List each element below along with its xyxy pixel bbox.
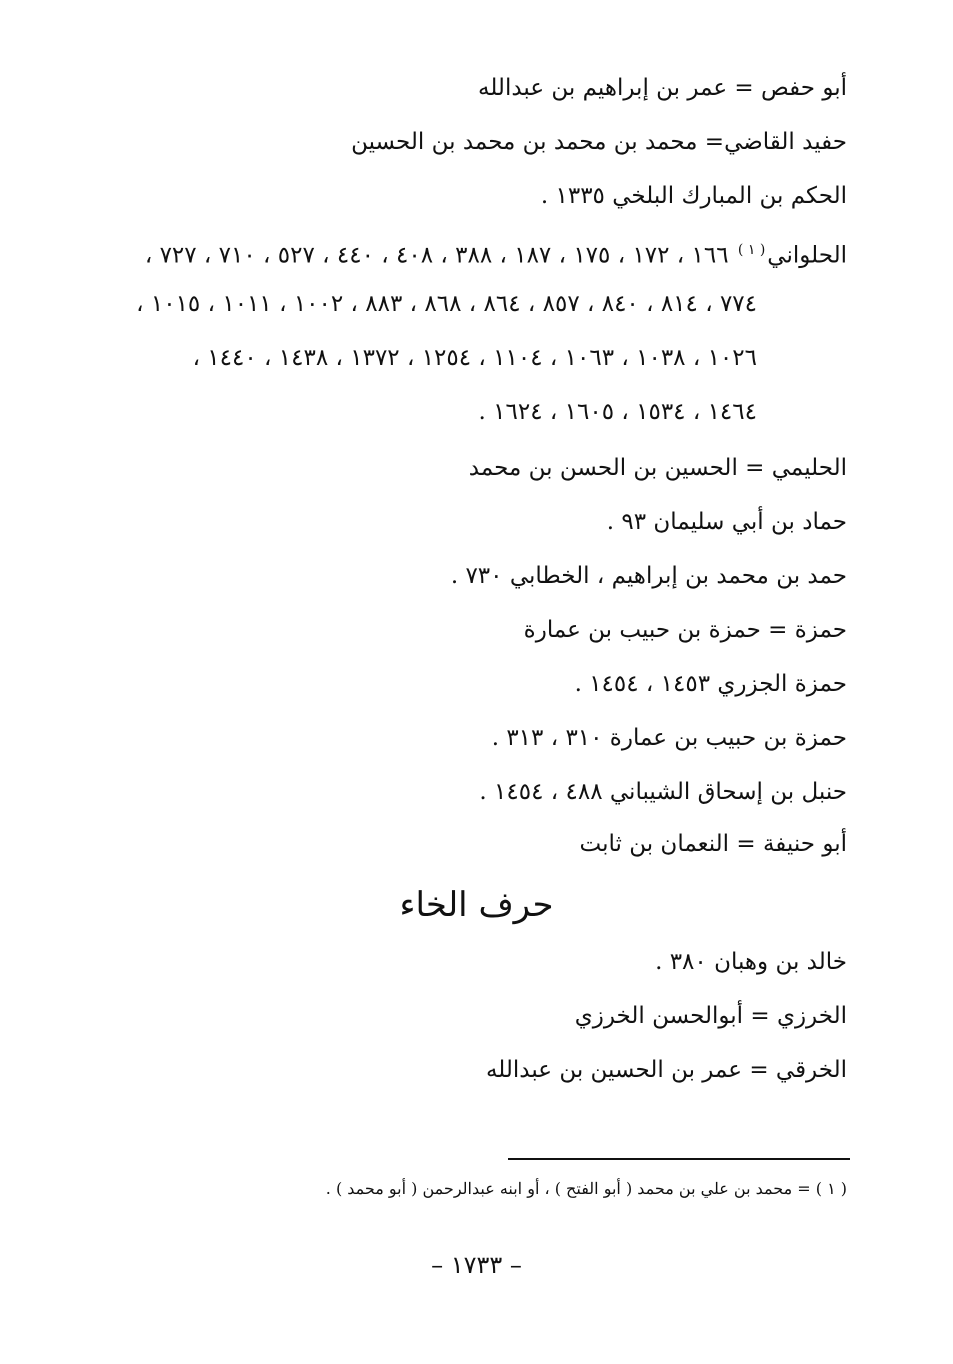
index-entry-hanbal: حنبل بن إسحاق الشيباني ٤٨٨ ، ١٤٥٤ . [479,779,847,805]
footnote-separator [508,1158,850,1160]
index-entry-abu-hanifa: أبو حنيفة = النعمان بن ثابت [579,831,847,857]
index-entry-continuation: ١٠٢٦ ، ١٠٣٨ ، ١٠٦٣ ، ١١٠٤ ، ١٢٥٤ ، ١٣٧٢ ، ١٤٣٨ ، ١٤٤٠ ، [192,345,757,371]
index-entry-hamd: حمد بن محمد بن إبراهيم ، الخطابي ٧٣٠ . [450,563,847,589]
index-entry-al-halwani [100,234,847,272]
index-entry-khalid: خالد بن وهبان ٣٨٠ . [655,949,847,975]
index-entry-hamza-al-jazari: حمزة الجزري ١٤٥٣ ، ١٤٥٤ . [574,671,847,697]
index-entry-al-halimi: الحليمي = الحسين بن الحسن بن محمد [468,455,847,481]
index-entry-hafid-al-qadi: حفيد القاضي= محمد بن محمد بن محمد بن الحسين [351,129,847,155]
index-entry-al-hakam: الحكم بن المبارك البلخي ١٣٣٥ . [540,183,847,209]
footnote: ( ١ ) = محمد بن علي بن محمد ( أبو الفتح ) ، أو ابنه عبدالرحمن ( أبو محمد ) . [325,1179,847,1198]
section-heading: حرف الخاء [399,885,554,925]
index-entry-continuation: ٧٧٤ ، ٨١٤ ، ٨٤٠ ، ٨٥٧ ، ٨٦٤ ، ٨٦٨ ، ٨٨٣ ، ١٠٠٢ ، ١٠١١ ، ١٠١٥ ، [136,291,757,317]
index-entry-continuation: ١٤٦٤ ، ١٥٣٤ ، ١٦٠٥ ، ١٦٢٤ . [478,399,757,425]
index-entry-hamza: حمزة = حمزة بن حبيب بن عمارة [523,617,847,643]
index-entry-abu-hafs: أبو حفص = عمر بن إبراهيم بن عبدالله [477,75,847,101]
index-entry-al-khiraqi: الخرقي = عمر بن الحسين بن عبدالله [485,1057,847,1083]
page-number: – ١٧٣٣ – [431,1251,522,1279]
index-entry-al-kharazi: الخرزي = أبوالحسن الخرزي [574,1003,847,1029]
footnote-marker: ( ١ ) [737,242,766,258]
index-entry-hamza-bin-habib: حمزة بن حبيب بن عمارة ٣١٠ ، ٣١٣ . [491,725,847,751]
entry-name: الحلواني [767,242,847,269]
entry-page-refs: ١٦٦ ، ١٧٢ ، ١٧٥ ، ١٨٧ ، ٣٨٨ ، ٤٠٨ ، ٤٤٠ ، ٥٢٧ ، ٧١٠ ، ٧٢٧ ، [144,242,729,269]
index-entry-hammad: حماد بن أبي سليمان ٩٣ . [606,509,847,535]
